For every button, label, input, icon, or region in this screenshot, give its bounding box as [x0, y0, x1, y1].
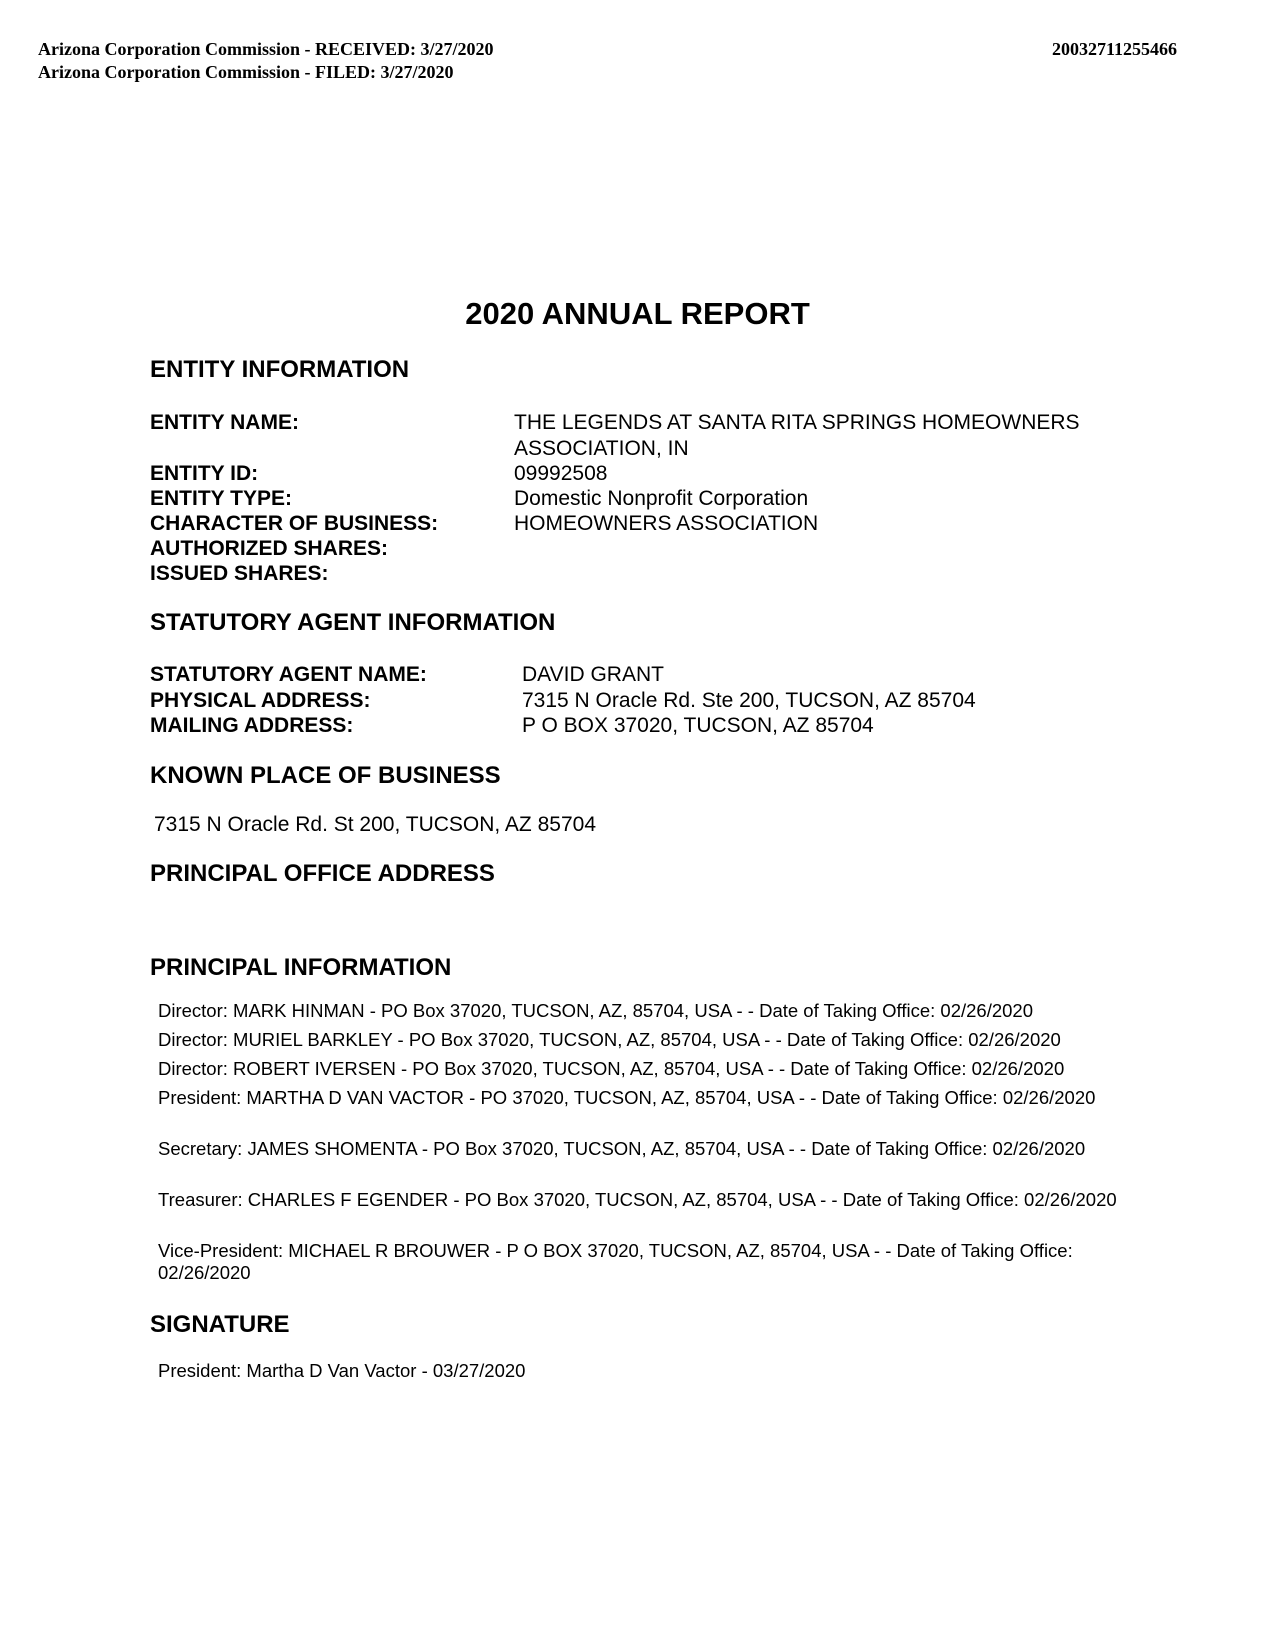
character-of-business-value: HOMEOWNERS ASSOCIATION [514, 512, 819, 535]
principal-entry: Vice-President: MICHAEL R BROUWER - P O BOX 37020, TUCSON, AZ, 85704, USA - - Date of Taking Office: 02/26/2020 [158, 1240, 1073, 1283]
statutory-agent-heading: STATUTORY AGENT INFORMATION [150, 609, 556, 636]
entity-type-label: ENTITY TYPE: [150, 487, 292, 510]
physical-address-value: 7315 N Oracle Rd. Ste 200, TUCSON, AZ 85704 [522, 689, 976, 712]
issued-shares-label: ISSUED SHARES: [150, 562, 329, 585]
known-place-address: 7315 N Oracle Rd. St 200, TUCSON, AZ 85704 [154, 813, 596, 836]
entity-id-value: 09992508 [514, 462, 608, 485]
principal-office-heading: PRINCIPAL OFFICE ADDRESS [150, 860, 495, 887]
mailing-address-label: MAILING ADDRESS: [150, 714, 354, 737]
entity-type-value: Domestic Nonprofit Corporation [514, 487, 809, 510]
principal-entry: Director: MARK HINMAN - PO Box 37020, TUCSON, AZ, 85704, USA - - Date of Taking Office: 02/26/2020 [158, 1000, 1034, 1021]
received-stamp: Arizona Corporation Commission - RECEIVED: 3/27/2020 [38, 39, 494, 59]
signature-heading: SIGNATURE [150, 1311, 290, 1338]
signature-text: President: Martha D Van Vactor - 03/27/2020 [158, 1360, 526, 1381]
document-number: 20032711255466 [1051, 39, 1177, 59]
entity-information-heading: ENTITY INFORMATION [150, 356, 410, 383]
filed-stamp: Arizona Corporation Commission - FILED: 3/27/2020 [38, 62, 454, 82]
entity-name-label: ENTITY NAME: [150, 411, 299, 434]
agent-name-value: DAVID GRANT [522, 663, 664, 686]
principal-entry: Secretary: JAMES SHOMENTA - PO Box 37020, TUCSON, AZ, 85704, USA - - Date of Taking Office: 02/26/2020 [158, 1138, 1086, 1159]
entity-name-value: THE LEGENDS AT SANTA RITA SPRINGS HOMEOWNERS ASSOCIATION, IN [514, 411, 1080, 460]
known-place-heading: KNOWN PLACE OF BUSINESS [150, 762, 501, 789]
physical-address-label: PHYSICAL ADDRESS: [150, 689, 371, 712]
filing-stamp [38, 38, 494, 84]
character-of-business-label: CHARACTER OF BUSINESS: [150, 512, 439, 535]
principal-entry: Director: ROBERT IVERSEN - PO Box 37020, TUCSON, AZ, 85704, USA - - Date of Taking Office: 02/26/2020 [158, 1058, 1065, 1079]
agent-name-label: STATUTORY AGENT NAME: [150, 663, 427, 686]
entity-id-label: ENTITY ID: [150, 462, 259, 485]
principal-entry: President: MARTHA D VAN VACTOR - PO 37020, TUCSON, AZ, 85704, USA - - Date of Taking Office: 02/26/2020 [158, 1087, 1096, 1108]
mailing-address-value: P O BOX 37020, TUCSON, AZ 85704 [522, 714, 874, 737]
principal-entry: Director: MURIEL BARKLEY - PO Box 37020, TUCSON, AZ, 85704, USA - - Date of Taking Office: 02/26/2020 [158, 1029, 1061, 1050]
authorized-shares-label: AUTHORIZED SHARES: [150, 537, 389, 560]
page-title: 2020 ANNUAL REPORT [465, 296, 810, 331]
principal-entry: Treasurer: CHARLES F EGENDER - PO Box 37020, TUCSON, AZ, 85704, USA - - Date of Taking Office: 02/26/2020 [158, 1189, 1117, 1210]
principal-information-heading: PRINCIPAL INFORMATION [150, 954, 452, 981]
